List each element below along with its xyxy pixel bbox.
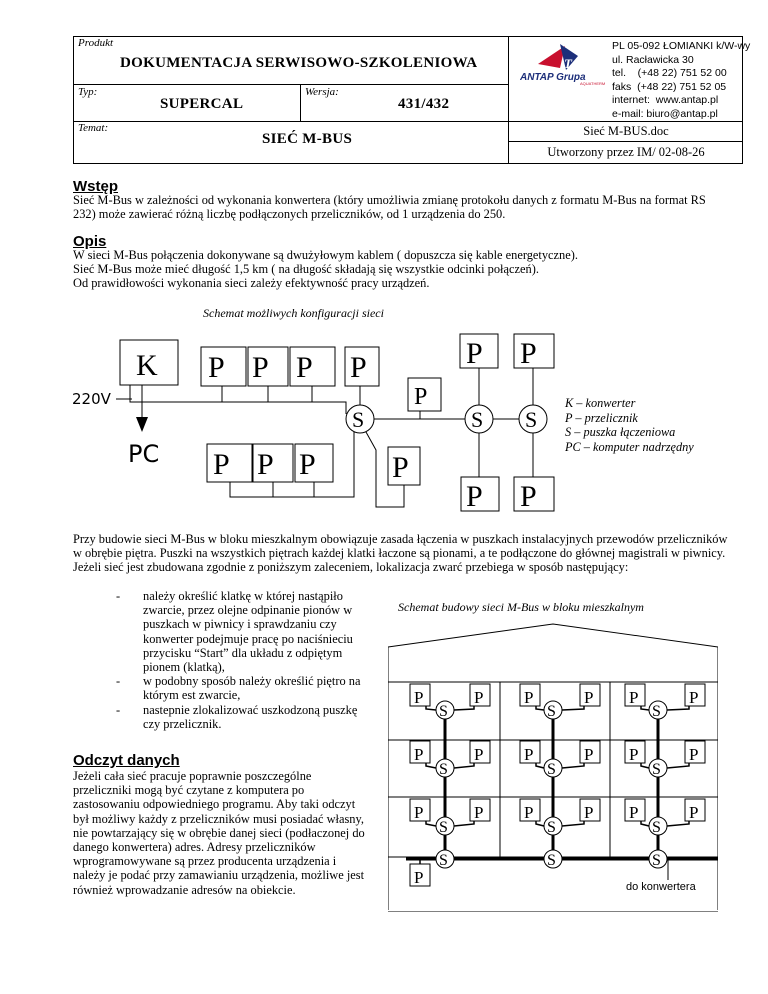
p-label: P (213, 448, 230, 481)
p-label: P (414, 688, 424, 707)
logo-sub: AQUATHERM (580, 81, 606, 86)
logo-triangle-red (538, 46, 565, 68)
wire (562, 763, 584, 768)
p-label: P (520, 480, 537, 513)
diagram1-legend (565, 396, 694, 454)
p-label: P (350, 351, 367, 384)
p-label: P (252, 351, 269, 384)
opis-line: Sieć M-Bus może mieć długość 1,5 km ( na długość składają się wszystkie odcinki połączeń). (73, 262, 539, 277)
wstep-heading: Wstęp (73, 178, 118, 195)
contact-line: PL 05-092 ŁOMIANKI k/W-wy (612, 40, 751, 52)
odczyt-heading: Odczyt danych (73, 752, 180, 769)
p-label: P (392, 451, 409, 484)
s-label: S (652, 761, 661, 778)
typ-label: Typ: (78, 86, 98, 98)
wire (641, 706, 649, 710)
logo-name: ANTAP Grupa (520, 72, 586, 83)
wire (426, 821, 436, 826)
list-item: - nastepnie zlokalizować uszkodzoną puszkę czy przelicznik. (116, 702, 358, 731)
legend-item: K – konwerter (565, 396, 636, 410)
s-label: S (547, 852, 556, 869)
s-label: S (352, 407, 365, 432)
logo-t-letter: T (564, 56, 572, 71)
odczyt-text: Jeżeli cała sieć pracuje poprawnie poszczególne przeliczniki mogą być czytane z komputera po zastosowaniu odpowiedniego programu. Aby taki odczyt był możliwy każdy z przeliczników musi posiadać własny, nie powtarzający się w obrębie danej sieci (podłaczonej do danego konwertera) adres. Adresy przeliczników wprogramowywane są przez producenta urządzenia i należy je podać przy zamawianiu urządzenia, możliwe jest również wprowadzanie adresów na obiekcie. (73, 769, 365, 897)
wire (667, 821, 689, 826)
s-label: S (652, 819, 661, 836)
temat-label: Temat: (78, 122, 109, 134)
budowa-list (116, 589, 368, 731)
wire (667, 706, 689, 710)
p-label: P (414, 384, 428, 410)
contact-line: ul. Racławicka 30 (612, 53, 694, 66)
contact-line: tel. (+48 22) 751 52 00 (612, 67, 727, 79)
wire (536, 763, 544, 768)
wersja-label: Wersja: (305, 86, 339, 98)
s-label: S (439, 852, 448, 869)
s-label: S (652, 703, 661, 720)
to-converter-label: do konwertera (626, 881, 696, 893)
building-roof (388, 624, 718, 682)
p-label: P (296, 351, 313, 384)
p-label: P (474, 688, 484, 707)
wire (562, 821, 584, 826)
p-label: P (414, 868, 424, 887)
p-label: P (414, 803, 424, 822)
p-label: P (466, 337, 483, 370)
wire (454, 763, 474, 768)
opis-heading: Opis (73, 233, 107, 250)
legend-item: P – przelicznik (565, 410, 638, 425)
power-label: 220V (72, 390, 111, 408)
s-label: S (547, 819, 556, 836)
s-label: S (471, 407, 484, 432)
p-label: P (629, 688, 639, 707)
p-label: P (584, 745, 594, 764)
temat-value: SIEĆ M-BUS (262, 131, 353, 147)
p-label: P (466, 480, 483, 513)
wire (562, 706, 584, 710)
typ-value: SUPERCAL (160, 96, 244, 112)
p-label: P (524, 745, 534, 764)
p-label: P (474, 745, 484, 764)
wire (454, 706, 474, 710)
list-item: - w podobny sposób należy określić piętro na którym est zwarcie, (116, 674, 361, 703)
p-label: P (524, 688, 534, 707)
legend-item: S – puszka łączeniowa (565, 425, 676, 439)
opis-text (73, 248, 733, 291)
s-label: S (439, 761, 448, 778)
opis-line: W sieci M-Bus połączenia dokonywane są dwużyłowym kablem ( dopuszcza się kable energetyczne). (73, 248, 578, 262)
wire (230, 432, 354, 497)
p-label: P (524, 803, 534, 822)
antap-logo (520, 40, 610, 86)
k-label: K (136, 349, 158, 382)
budowa-intro: Przy budowie sieci M-Bus w bloku mieszkalnym obowiązuje zasada łączenia w puszkach instalacyjnych przewodów przeliczników w obrębie piętra. Puszki na wszystkich piętrach każdej klatki łaczone są pionami, a te podłączone do głównej magistrali w piwnicy. Jeżeli sieć jest zbudowana zgodnie z poniższym zaleceniem, lokalizacja zwarć przebiega w sposób następujący: (73, 532, 728, 575)
contact-line: faks (+48 22) 751 52 05 (612, 80, 727, 93)
p-label: P (520, 337, 537, 370)
wire (536, 821, 544, 826)
wire (536, 706, 544, 710)
contact-line: internet: www.antap.pl (612, 94, 719, 106)
s-label: S (439, 703, 448, 720)
apartment-block-diagram (388, 622, 718, 912)
p-label: P (689, 745, 699, 764)
diagram1-caption: Schemat możliwych konfiguracji sieci (203, 306, 384, 320)
wire (667, 763, 689, 768)
p-label: P (629, 745, 639, 764)
p-label: P (299, 448, 316, 481)
s-label: S (652, 852, 661, 869)
p-label: P (257, 448, 274, 481)
wire (426, 763, 436, 768)
s-label: S (547, 761, 556, 778)
wersja-value: 431/432 (398, 96, 450, 112)
s-label: S (547, 703, 556, 720)
p-label: P (629, 803, 639, 822)
p-label: P (584, 688, 594, 707)
p-label: P (208, 351, 225, 384)
produkt-label: Produkt (78, 37, 114, 49)
p-label: P (689, 803, 699, 822)
contact-block (612, 40, 750, 121)
contact-line: e-mail: biuro@antap.pl (612, 107, 718, 120)
wire (454, 821, 474, 826)
p-label: P (584, 803, 594, 822)
file-name: Sieć M-BUS.doc (583, 124, 669, 138)
diagram2-caption: Schemat budowy sieci M-Bus w bloku mieszkalnym (398, 600, 644, 614)
p-label: P (474, 803, 484, 822)
list-item: - należy określić klatkę w której nastąpiło zwarcie, przez olejne odpinanie pionów w puszkach w piwnicy i sprawdzaniu czy konwerter podejmuje pracę po naciśnieciu przycisku “Start” dla układu z odpiętym pionem (klatką), (116, 589, 353, 675)
p-label: P (414, 745, 424, 764)
opis-line: Od prawidłowości wykonania sieci zależy efektywność pracy urządzeń. (73, 276, 430, 291)
pc-label: PC (128, 440, 160, 468)
wire (641, 821, 649, 826)
arrow-down-icon (136, 417, 148, 432)
s-label: S (439, 819, 448, 836)
wire (130, 385, 346, 414)
legend-item: PC – komputer nadrzędny (565, 439, 694, 454)
wire (426, 706, 436, 710)
p-label: P (689, 688, 699, 707)
wstep-text: Sieć M-Bus w zależności od wykonania konwertera (który umożliwia zmianę protokołu danych z formatu M-Bus na format RS 232) może zawierać różną liczbę podłączonych przeliczników, od 1 urządzenia do 250. (73, 193, 706, 222)
created-by: Utworzony przez IM/ 02-08-26 (547, 145, 705, 159)
wire (641, 763, 649, 768)
network-config-diagram (70, 332, 570, 517)
doc-title: DOKUMENTACJA SERWISOWO-SZKOLENIOWA (120, 55, 478, 71)
s-label: S (525, 407, 538, 432)
